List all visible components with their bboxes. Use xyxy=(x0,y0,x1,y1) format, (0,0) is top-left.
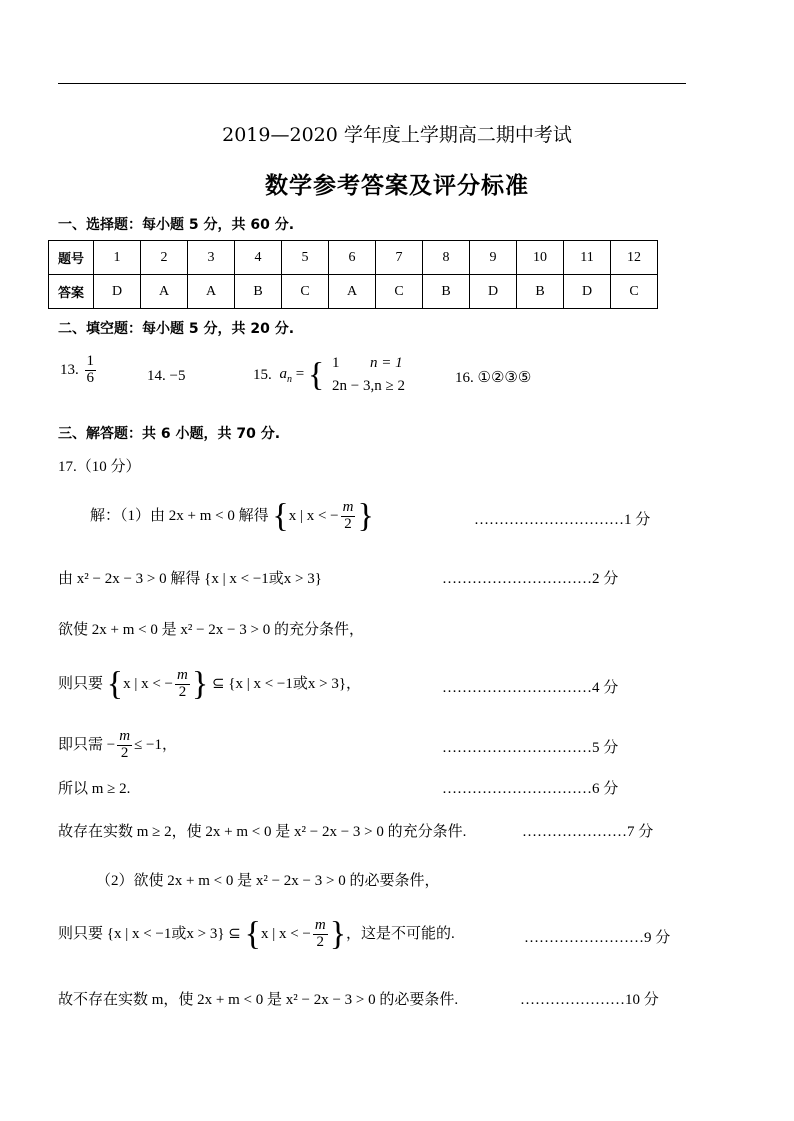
left-brace-icon: { xyxy=(244,915,261,953)
solution-line-6: 所以 m ≥ 2. xyxy=(58,781,131,797)
answer-14: 14. −5 xyxy=(147,368,186,384)
table-cell: 1 xyxy=(94,241,141,275)
table-cell: B xyxy=(235,275,282,309)
numerator: 1 xyxy=(86,353,94,369)
score-4: …………………………4 分 xyxy=(442,680,619,696)
right-brace-icon: } xyxy=(329,915,347,953)
solution-line-4 xyxy=(58,660,361,708)
table-cell: 7 xyxy=(376,241,423,275)
section-heading-solution: 三、解答题：共 6 小题，共 70 分. xyxy=(58,426,281,442)
top-rule xyxy=(58,83,686,84)
table-cell: C xyxy=(376,275,423,309)
piecewise xyxy=(332,352,405,399)
piecewise-case-1 xyxy=(332,352,405,375)
table-cell: 9 xyxy=(470,241,517,275)
score-2: …………………………2 分 xyxy=(442,571,619,587)
table-row xyxy=(49,241,658,275)
exam-title: 2019—2020 学年度上学期高二期中考试 xyxy=(222,124,572,146)
score-5: …………………………5 分 xyxy=(442,740,619,756)
right-brace-icon: } xyxy=(357,497,374,535)
text: ≤ −1， xyxy=(134,737,178,753)
solution-line-2 xyxy=(58,567,322,588)
table-row xyxy=(49,275,658,309)
piecewise-case-2 xyxy=(332,375,405,398)
table-cell: 8 xyxy=(423,241,470,275)
set-expression: {x | x < −1或x > 3} xyxy=(204,571,322,587)
text: 则只要 xyxy=(58,676,104,692)
fraction xyxy=(175,668,190,701)
table-cell: 10 xyxy=(517,241,564,275)
table-cell: A xyxy=(188,275,235,309)
table-cell: A xyxy=(141,275,188,309)
table-cell: A xyxy=(329,275,376,309)
score-10: …………………10 分 xyxy=(520,992,659,1008)
table-cell: B xyxy=(517,275,564,309)
denominator: 6 xyxy=(86,369,94,386)
left-brace-icon: { xyxy=(106,665,124,703)
inequality: 2x + m < 0 xyxy=(168,508,235,524)
table-cell: 12 xyxy=(611,241,658,275)
solution-line-7: 故存在实数 m ≥ 2，使 2x + m < 0 是 x² − 2x − 3 > 0 的充分条件. xyxy=(58,824,467,840)
score-7: …………………7 分 xyxy=(522,824,654,840)
text: 解得 xyxy=(170,571,201,587)
set-expression: x | x < − xyxy=(123,676,174,692)
fraction xyxy=(117,729,132,762)
text: 由 xyxy=(58,571,74,587)
section-heading-fill: 二、填空题：每小题 5 分，共 20 分. xyxy=(58,321,295,337)
denominator: 2 xyxy=(316,934,325,951)
inequality: x² − 2x − 3 > 0 xyxy=(76,571,167,587)
solution-line-3: 欲使 2x + m < 0 是 x² − 2x − 3 > 0 的充分条件， xyxy=(58,622,364,638)
score-9: ……………………9 分 xyxy=(524,930,671,946)
score-1: …………………………1 分 xyxy=(474,512,651,528)
fraction xyxy=(85,354,97,387)
solution-line-1 xyxy=(90,493,374,539)
denominator: 2 xyxy=(344,516,352,533)
answer-13 xyxy=(60,354,98,400)
text: ，这是不可能的. xyxy=(346,926,455,942)
problem-17-label: 17.（10 分） xyxy=(58,459,141,475)
numerator: m xyxy=(314,917,326,934)
fraction xyxy=(341,500,356,533)
case-value: 1 xyxy=(332,355,340,371)
table-cell: 5 xyxy=(282,241,329,275)
solution-line-9 xyxy=(58,910,455,958)
numerator: m xyxy=(177,667,188,684)
table-cell: D xyxy=(564,275,611,309)
table-cell: 3 xyxy=(188,241,235,275)
text: 即只需 − xyxy=(58,737,116,753)
case-value: 2n − 3, xyxy=(332,378,375,395)
left-brace-icon: { xyxy=(272,497,289,535)
row-label-number: 题号 xyxy=(49,241,94,275)
text: 解：（1）由 xyxy=(90,508,166,524)
answer-table xyxy=(48,240,658,309)
left-brace-icon: { xyxy=(307,356,325,394)
set-expression: ⊆ {x | x < −1或x > 3}， xyxy=(211,676,362,692)
answer-13-label: 13. xyxy=(60,361,79,378)
answer-15-label: 15. xyxy=(253,366,272,383)
numerator: m xyxy=(119,728,131,745)
denominator: 2 xyxy=(120,745,129,762)
solution-line-5 xyxy=(58,722,177,768)
set-expression: x | x < − xyxy=(260,926,311,942)
solution-line-10: 故不存在实数 m，使 2x + m < 0 是 x² − 2x − 3 > 0 的必要条件. xyxy=(58,992,459,1008)
table-cell: C xyxy=(611,275,658,309)
table-cell: D xyxy=(470,275,517,309)
case-condition: n ≥ 2 xyxy=(374,378,405,395)
fraction xyxy=(313,918,328,951)
set-expression: x | x < − xyxy=(288,508,339,524)
table-cell: 4 xyxy=(235,241,282,275)
row-label-answer: 答案 xyxy=(49,275,94,309)
table-cell: 6 xyxy=(329,241,376,275)
right-brace-icon: } xyxy=(191,665,209,703)
table-cell: C xyxy=(282,275,329,309)
sequence-term: $a_n$ = xyxy=(279,365,305,385)
table-cell: 11 xyxy=(564,241,611,275)
section-heading-choice: 一、选择题：每小题 5 分，共 60 分. xyxy=(58,217,295,233)
numerator: m xyxy=(342,499,354,516)
score-6: …………………………6 分 xyxy=(442,781,619,797)
answer-16: 16. ①②③⑤ xyxy=(455,370,532,386)
case-condition: n = 1 xyxy=(370,355,403,371)
denominator: 2 xyxy=(178,684,187,701)
table-cell: D xyxy=(94,275,141,309)
answer-15 xyxy=(253,352,405,404)
text: 则只要 {x | x < −1或x > 3} ⊆ xyxy=(58,926,241,942)
solution-line-8: （2）欲使 2x + m < 0 是 x² − 2x − 3 > 0 的必要条件， xyxy=(96,873,440,889)
text: 解得 xyxy=(238,508,269,524)
table-cell: 2 xyxy=(141,241,188,275)
table-cell: B xyxy=(423,275,470,309)
page-title: 数学参考答案及评分标准 xyxy=(265,173,529,199)
